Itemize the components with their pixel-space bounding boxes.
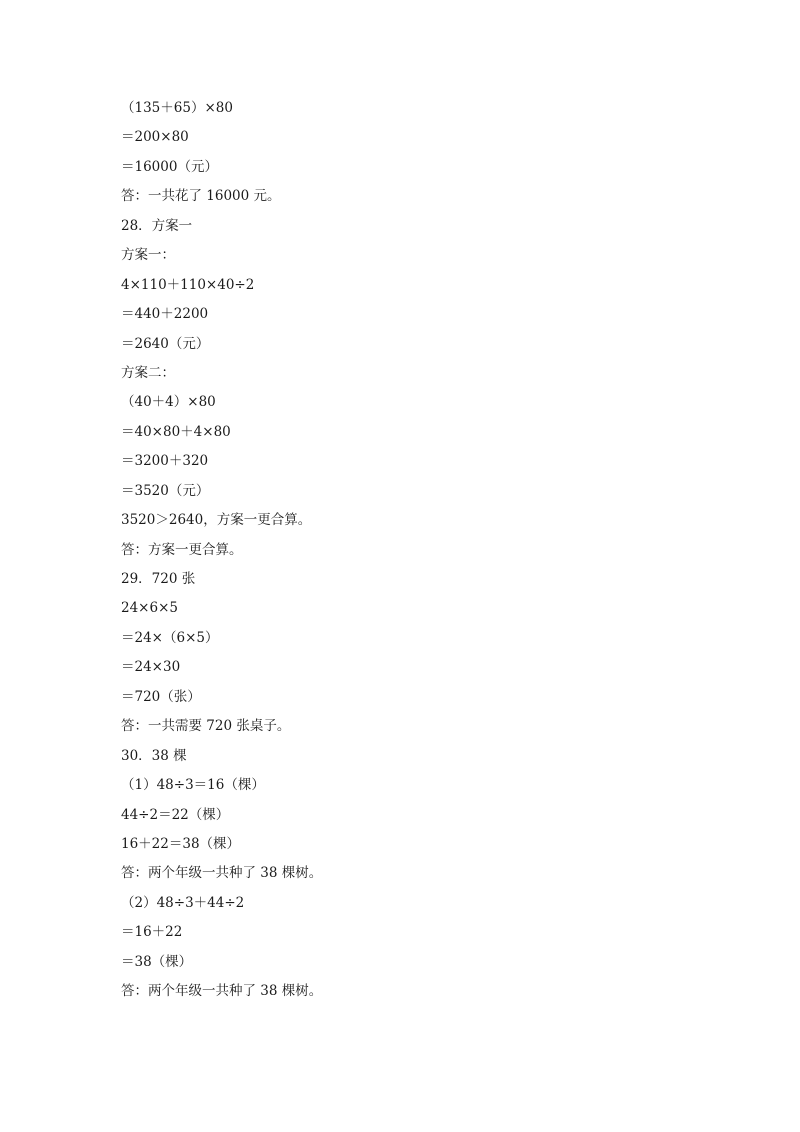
text-line: 方案一： <box>121 247 175 264</box>
text-line: （40＋4）×80 <box>121 394 216 411</box>
text-line: 4×110＋110×40÷2 <box>121 276 255 293</box>
text-line: ＝24×30 <box>121 659 181 676</box>
text-line: （1）48÷3＝16（棵） <box>121 777 265 794</box>
text-line: ＝3200＋320 <box>121 453 209 470</box>
text-line: ＝720（张） <box>121 688 201 705</box>
text-line: ＝2640（元） <box>121 335 210 352</box>
question-heading: 30．38 棵 <box>121 747 187 764</box>
text-line: ＝24×（6×5） <box>121 629 219 646</box>
question-heading: 28．方案一 <box>121 217 193 234</box>
text-line: （2）48÷3＋44÷2 <box>121 894 245 911</box>
text-line: ＝3520（元） <box>121 482 210 499</box>
text-line: 答：方案一更合算。 <box>121 541 243 558</box>
text-line: 答：两个年级一共种了 38 棵树。 <box>121 865 323 882</box>
text-line: ＝16＋22 <box>121 924 183 941</box>
text-line: ＝38（棵） <box>121 953 193 970</box>
text-line: 24×6×5 <box>121 600 178 617</box>
question-heading: 29．720 张 <box>121 571 196 587</box>
text-line: 答：一共需要 720 张桌子。 <box>121 718 291 735</box>
text-line: 3520＞2640，方案一更合算。 <box>121 512 312 529</box>
text-line: ＝200×80 <box>121 129 189 146</box>
text-line: 方案二： <box>121 364 175 381</box>
text-line: 44÷2＝22（棵） <box>121 806 230 823</box>
text-line: ＝40×80＋4×80 <box>121 423 231 440</box>
text-line: ＝440＋2200 <box>121 306 209 323</box>
text-line: 16＋22＝38（棵） <box>121 835 241 852</box>
text-line: （135＋65）×80 <box>121 100 233 116</box>
text-line: 答：一共花了 16000 元。 <box>121 188 281 205</box>
text-line: ＝16000（元） <box>121 158 218 175</box>
text-line: 答：两个年级一共种了 38 棵树。 <box>121 983 323 1000</box>
answer-content <box>121 97 721 1010</box>
